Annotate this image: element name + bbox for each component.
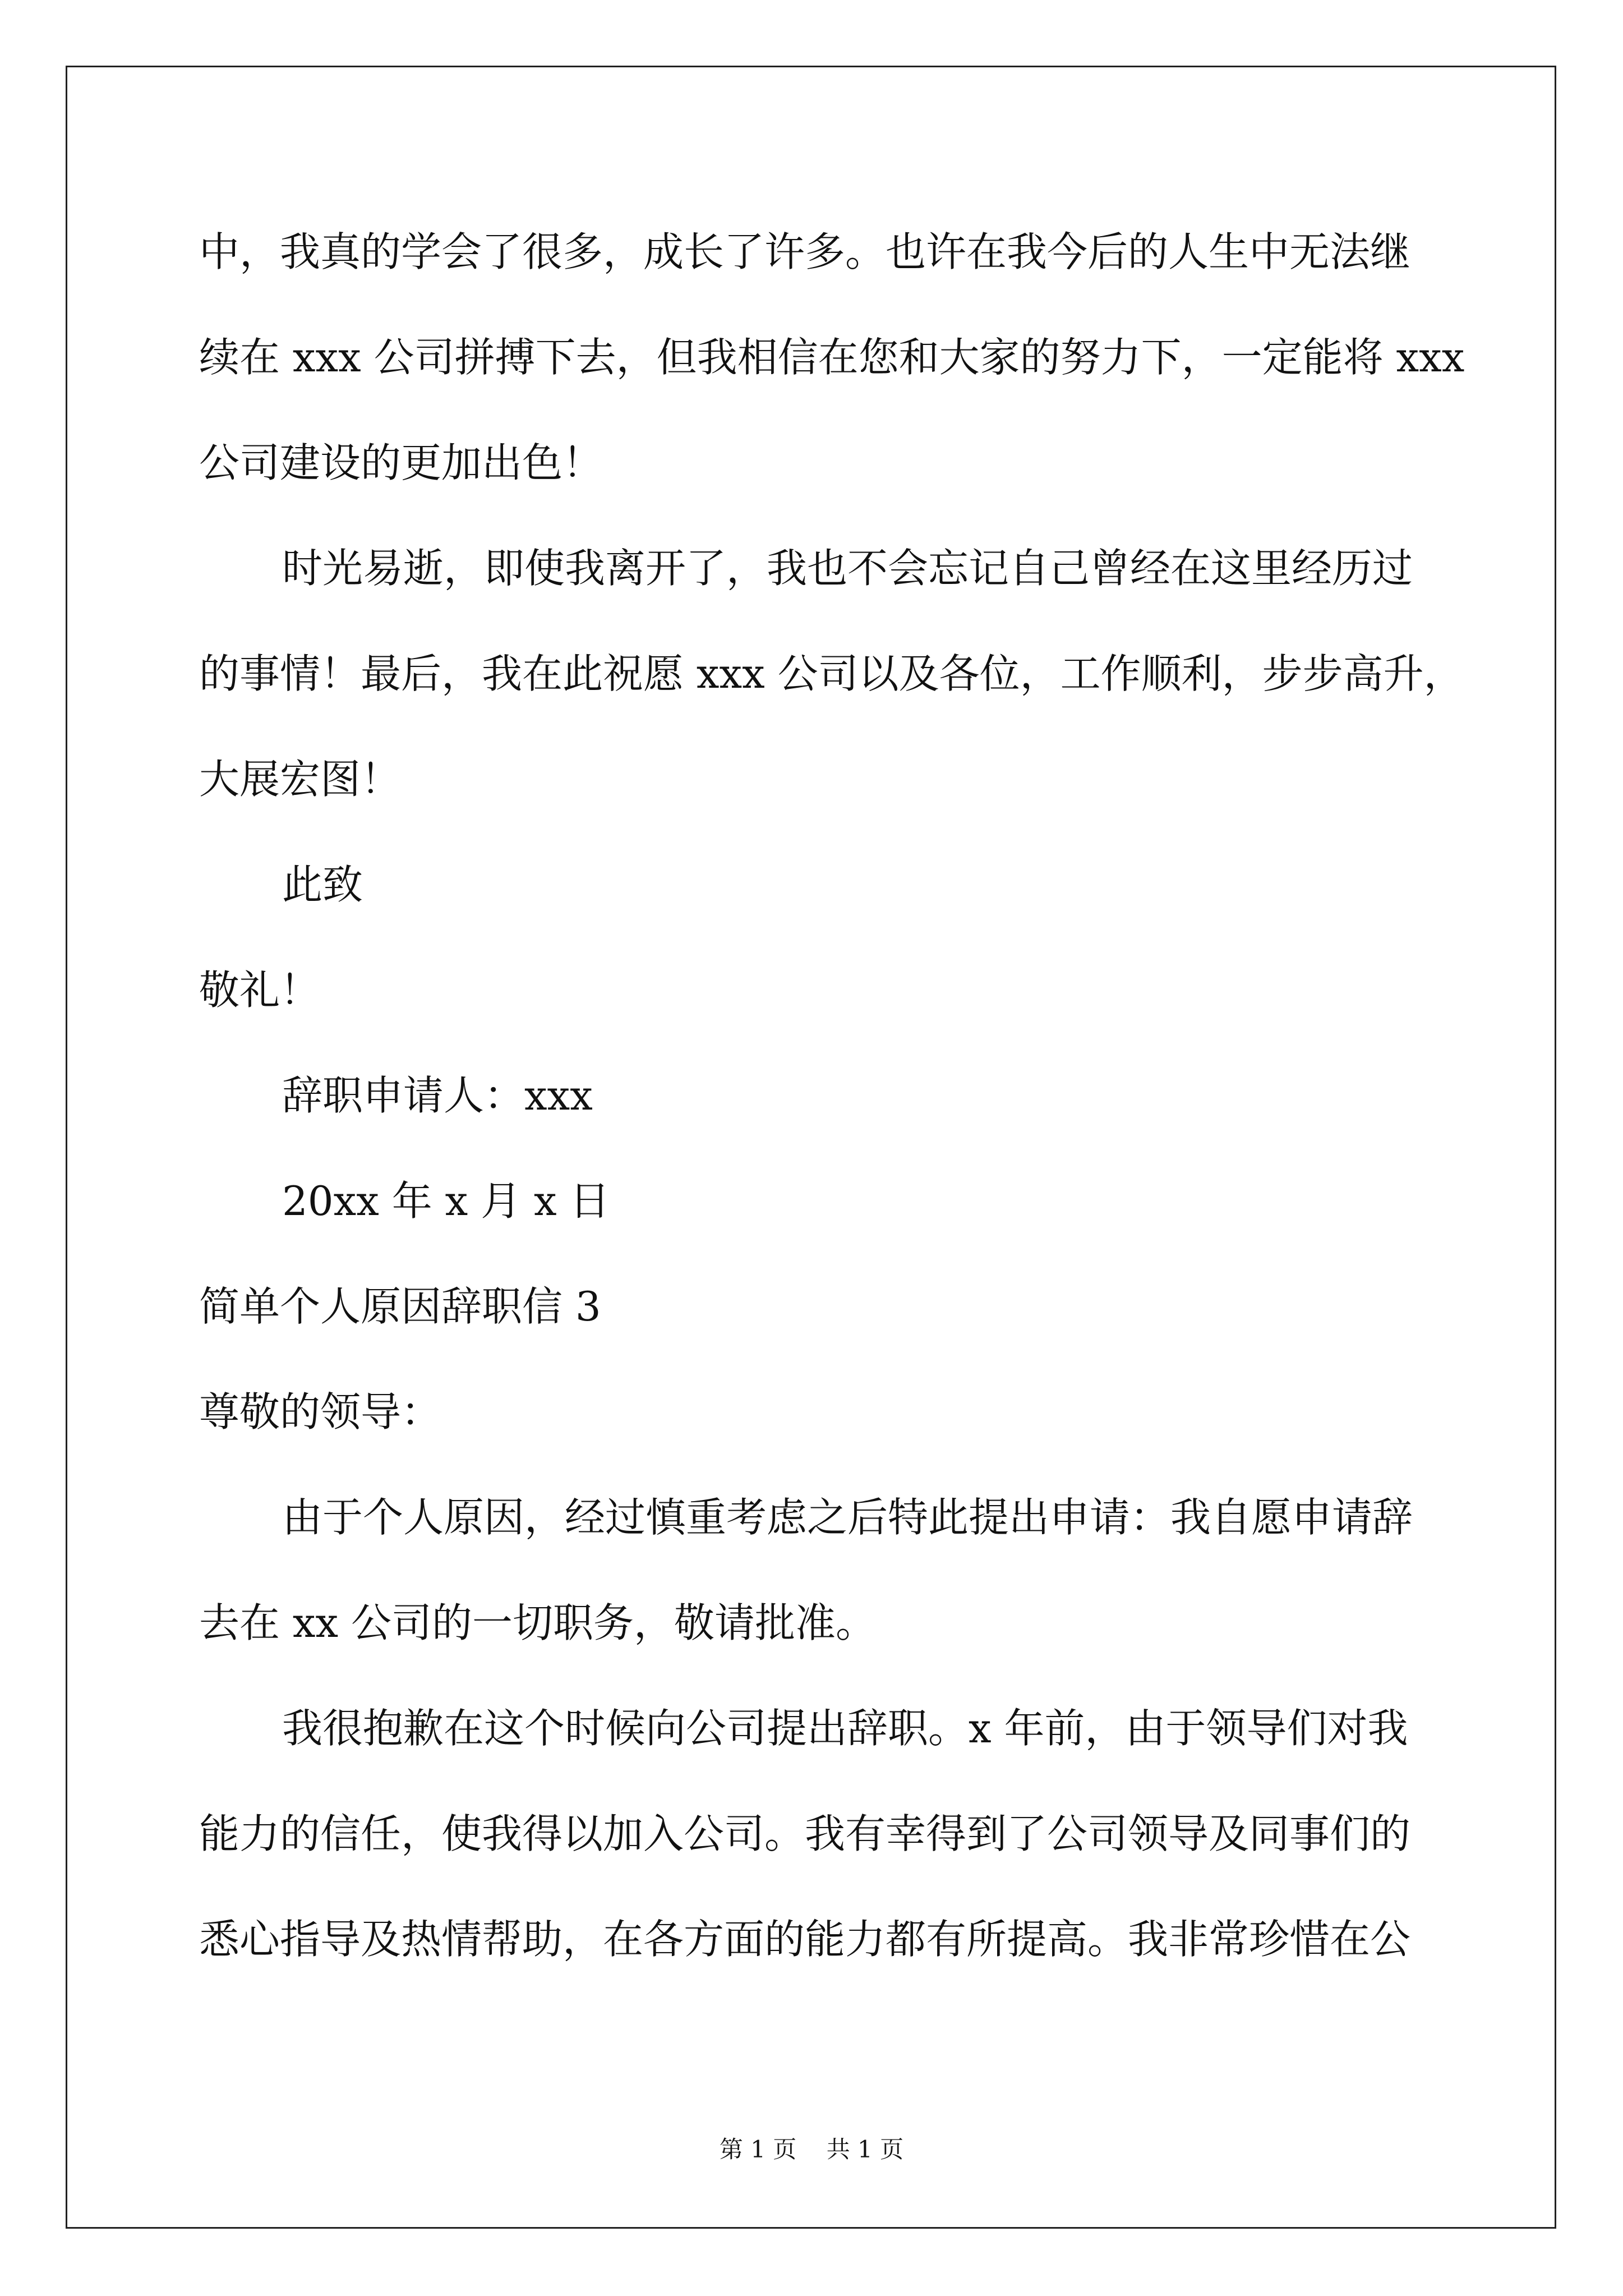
text-line: 续在 xxx 公司拼搏下去，但我相信在您和大家的努力下，一定能将 xxx <box>199 334 1465 381</box>
date-line: 20xx 年 x 月 x 日 <box>282 1177 610 1225</box>
greeting: 尊敬的领导： <box>199 1388 442 1435</box>
closing-salutation: 此致 <box>282 861 363 908</box>
text-line: 公司建设的更加出色！ <box>199 439 603 486</box>
text-line: 悉心指导及热情帮助，在各方面的能力都有所提高。我非常珍惜在公 <box>199 1916 1411 1963</box>
page-footer: 第 1 页 共 1 页 <box>719 2136 904 2163</box>
text-line: 的事情！最后，我在此祝愿 xxx 公司以及各位，工作顺利，步步高升， <box>199 650 1464 697</box>
closing-regards: 敬礼！ <box>199 967 321 1014</box>
text-line: 大展宏图！ <box>199 756 402 803</box>
paragraph-start: 由于个人原因，经过慎重考虑之后特此提出申请：我自愿申请辞 <box>282 1494 1413 1541</box>
section-title: 简单个人原因辞职信 3 <box>199 1283 601 1330</box>
text-line: 去在 xx 公司的一切职务，敬请批准。 <box>199 1599 876 1646</box>
text-line: 中，我真的学会了很多，成长了许多。也许在我今后的人生中无法继 <box>199 228 1411 275</box>
signature-line: 辞职申请人：xxx <box>282 1072 593 1119</box>
paragraph-start: 时光易逝，即使我离开了，我也不会忘记自己曾经在这里经历过 <box>282 545 1413 592</box>
text-line: 能力的信任，使我得以加入公司。我有幸得到了公司领导及同事们的 <box>199 1810 1411 1857</box>
document-body <box>199 215 1465 2008</box>
paragraph-start: 我很抱歉在这个时候向公司提出辞职。x 年前，由于领导们对我 <box>282 1705 1408 1752</box>
